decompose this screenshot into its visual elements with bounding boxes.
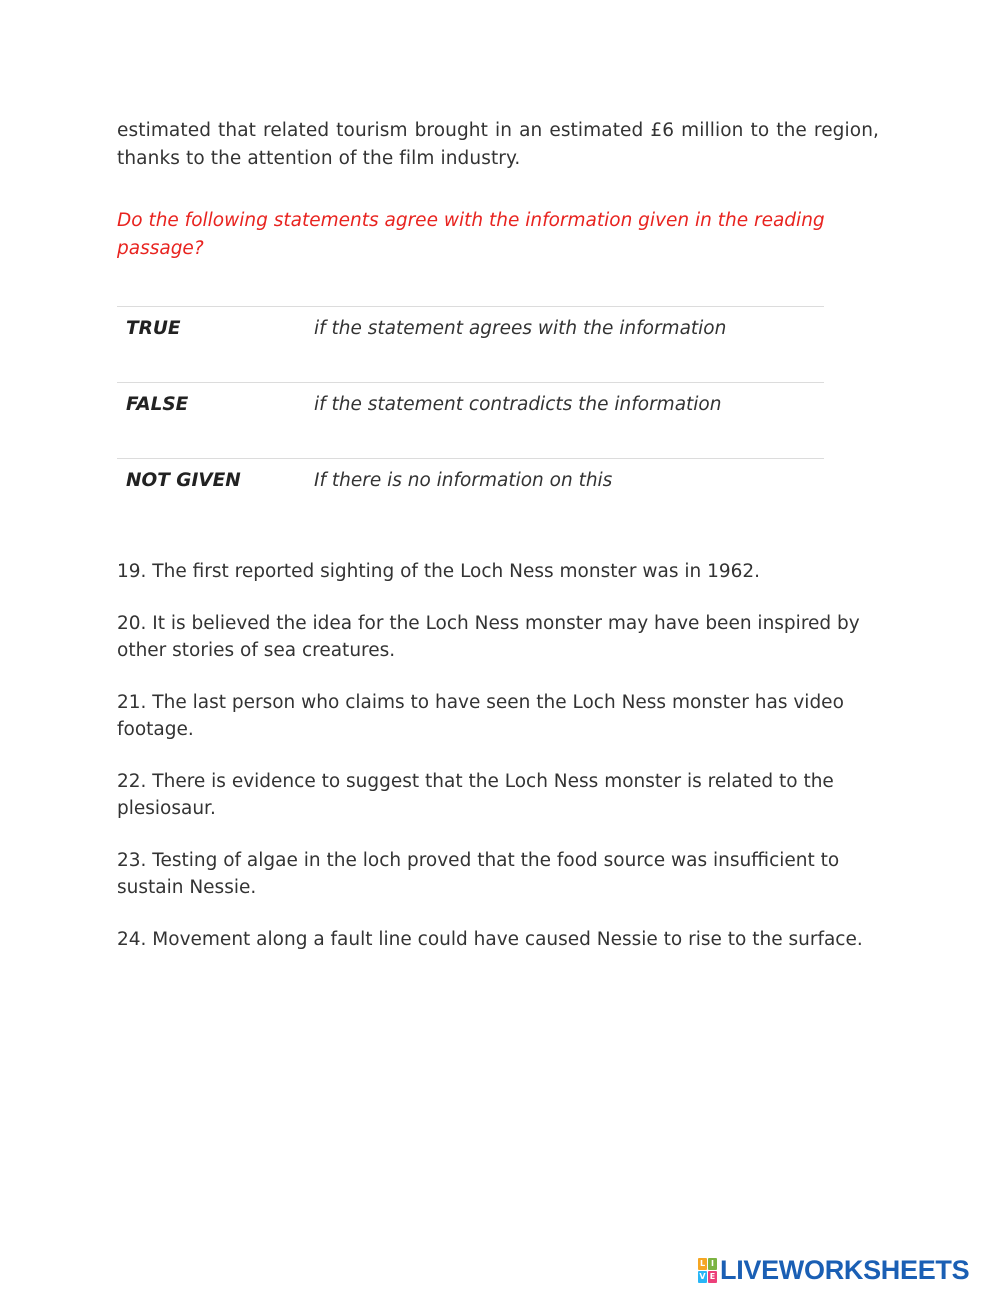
key-term: TRUE [126, 318, 181, 339]
logo-block: L [699, 1258, 706, 1268]
logo-block: I [708, 1258, 717, 1270]
logo-block: E [709, 1271, 716, 1281]
key-term: NOT GIVEN [126, 470, 241, 491]
key-description: if the statement agrees with the information [314, 318, 727, 339]
key-description: if the statement contradicts the information [314, 394, 722, 415]
question-item: 23. Testing of algae in the loch proved that the food source was insufficient to sustain Nessie. [117, 849, 840, 898]
logo-blocks-icon [698, 1258, 717, 1283]
answer-key-table [117, 306, 824, 535]
question-item: 19. The first reported sighting of the Loch Ness monster was in 1962. [117, 561, 761, 582]
key-row-false [117, 383, 824, 459]
liveworksheets-logo [698, 1257, 969, 1283]
intro-paragraph: estimated that related tourism brought in an estimated £6 million to the region, thanks to the attention of the film industry. [117, 120, 879, 169]
question-item: 21. The last person who claims to have seen the Loch Ness monster has video footage. [117, 691, 844, 740]
instruction-text: Do the following statements agree with the information given in the reading passage? [117, 210, 825, 259]
key-row-not-given [117, 459, 824, 535]
logo-text: LIVEWORKSHEETS [720, 1255, 970, 1285]
logo-block: V [699, 1271, 706, 1281]
key-description: If there is no information on this [314, 470, 613, 491]
question-item: 24. Movement along a fault line could have caused Nessie to rise to the surface. [117, 928, 863, 950]
key-term: FALSE [126, 394, 189, 415]
key-row-true [117, 307, 824, 383]
question-list [117, 558, 887, 977]
question-item: 22. There is evidence to suggest that the Loch Ness monster is related to the plesiosaur. [117, 770, 834, 819]
question-item: 20. It is believed the idea for the Loch Ness monster may have been inspired by other stories of sea creatures. [117, 612, 860, 661]
